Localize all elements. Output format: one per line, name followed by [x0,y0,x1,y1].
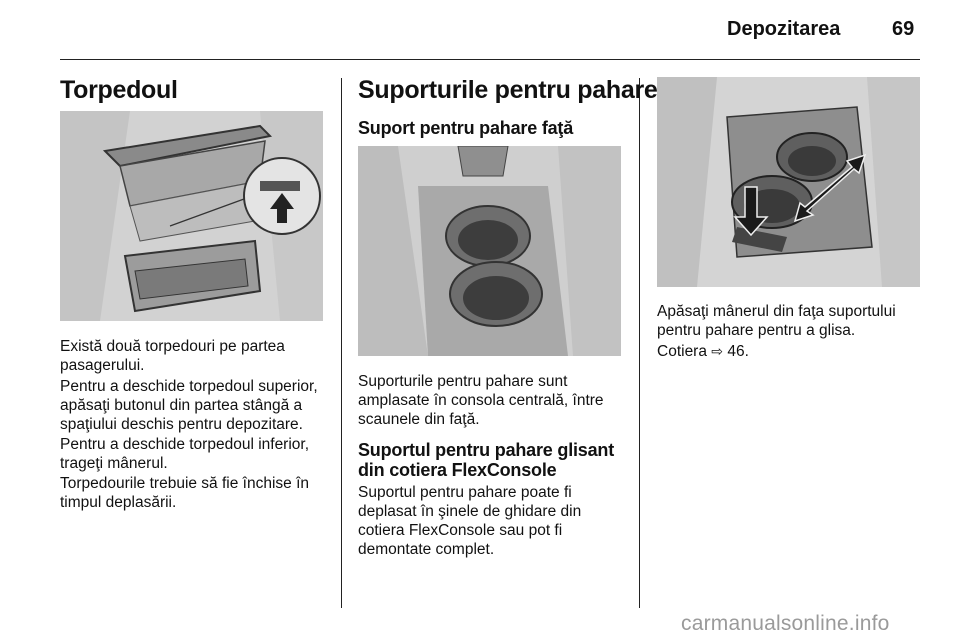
front-cupholder-illustration [358,146,621,356]
glovebox-paragraph-3: Pentru a deschide torpedoul inferior, trageţi mânerul. [60,436,310,472]
front-cupholder-subheading: Suport pentru pahare faţă [358,118,574,138]
front-cupholder-paragraph: Suporturile pentru pahare sunt amplasate în consola centrală, între scaunele din faţă. [358,373,604,428]
header-rule [60,59,920,60]
sliding-cupholder-paragraph: Suportul pentru pahare poate fi deplasat în şinele de ghidare din cotiera FlexConsole sau pot fi demontate complet. [358,484,582,558]
column-divider-left [341,78,342,608]
glovebox-paragraph-1: Există două torpedouri pe partea pasagerului. [60,338,285,374]
glovebox-paragraph-4: Torpedourile trebuie să fie închise în timpul deplasării. [60,475,310,511]
sliding-cupholder-illustration [657,77,920,287]
site-watermark: carmanualsonline.info [681,612,890,635]
sliding-cupholder-subheading: Suportul pentru pahare glisant din cotiera FlexConsole [358,440,615,480]
armrest-reference-text: Cotiera [657,343,707,360]
slide-instruction-paragraph: Apăsaţi mânerul din faţa suportului pentru pahare pentru a glisa. [657,303,896,339]
glovebox-heading: Torpedoul [60,76,178,104]
cupholders-heading: Suporturile pentru pahare [358,76,658,104]
armrest-reference [657,342,922,361]
glovebox-paragraph-2: Pentru a deschide torpedoul superior, apăsaţi butonul din partea stângă a spaţiului deschis pentru depozitare. [60,378,318,433]
page-number: 69 [892,18,915,40]
page-header-title: Depozitarea [727,18,841,40]
glovebox-illustration [60,111,323,321]
column-divider-right [639,78,640,608]
armrest-reference-page[interactable]: 46. [727,343,749,360]
page-reference-arrow-icon: ⇨ [711,343,724,359]
